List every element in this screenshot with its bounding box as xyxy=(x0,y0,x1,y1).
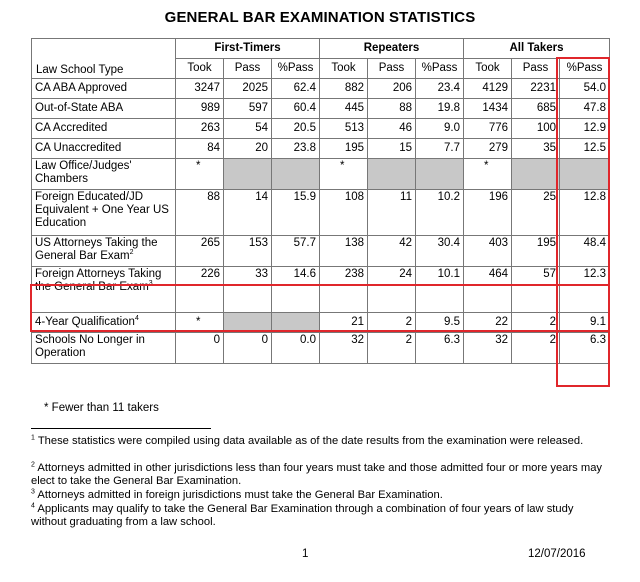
group-header-all-takers: All Takers xyxy=(464,39,610,59)
table-cell: 0.0 xyxy=(272,333,320,364)
table-cell: * xyxy=(320,159,368,190)
table-cell xyxy=(416,159,464,190)
table-cell: 0 xyxy=(176,333,224,364)
table-cell xyxy=(272,159,320,190)
row-label: 4-Year Qualification$^4$ xyxy=(32,313,176,333)
table-cell xyxy=(560,159,610,190)
table-cell xyxy=(512,159,560,190)
column-header: Took xyxy=(464,59,512,79)
table-cell: 100 xyxy=(512,119,560,139)
table-cell: 32 xyxy=(320,333,368,364)
table-cell: 989 xyxy=(176,99,224,119)
law-school-type-header: Law School Type xyxy=(32,39,176,79)
table-cell: 57 xyxy=(512,267,560,313)
column-header: Pass xyxy=(368,59,416,79)
footnote-divider xyxy=(31,428,211,429)
row-label: CA ABA Approved xyxy=(32,79,176,99)
footnote: $^2$ Attorneys admitted in other jurisdictions less than four years must take and those admitted four or more years may elect to take the General Bar Examination. xyxy=(31,461,603,487)
table-cell: 9.1 xyxy=(560,313,610,333)
table-cell: 2025 xyxy=(224,79,272,99)
table-cell: 685 xyxy=(512,99,560,119)
table-cell: 153 xyxy=(224,236,272,267)
table-cell: 84 xyxy=(176,139,224,159)
row-label: Out-of-State ABA xyxy=(32,99,176,119)
table-cell: 20 xyxy=(224,139,272,159)
table-cell: 196 xyxy=(464,190,512,236)
table-cell: 6.3 xyxy=(416,333,464,364)
table-cell: 279 xyxy=(464,139,512,159)
table-row xyxy=(32,333,610,364)
table-cell xyxy=(224,159,272,190)
table-cell: 445 xyxy=(320,99,368,119)
table-cell: 464 xyxy=(464,267,512,313)
table-cell: 4129 xyxy=(464,79,512,99)
table-cell: * xyxy=(464,159,512,190)
table-cell: 513 xyxy=(320,119,368,139)
table-row xyxy=(32,236,610,267)
table-cell: 195 xyxy=(320,139,368,159)
table-cell: 25 xyxy=(512,190,560,236)
column-header: Took xyxy=(176,59,224,79)
group-header-first-timers: First-Timers xyxy=(176,39,320,59)
row-label: Law Office/Judges' Chambers xyxy=(32,159,176,190)
table-cell: 265 xyxy=(176,236,224,267)
table-cell: 46 xyxy=(368,119,416,139)
footnote: $^3$ Attorneys admitted in foreign jurisdictions must take the General Bar Examination. xyxy=(31,488,443,501)
table-cell: 54 xyxy=(224,119,272,139)
row-label: CA Accredited xyxy=(32,119,176,139)
table-cell: 23.8 xyxy=(272,139,320,159)
column-header: %Pass xyxy=(560,59,610,79)
table-cell: 11 xyxy=(368,190,416,236)
table-row xyxy=(32,119,610,139)
table-cell: 62.4 xyxy=(272,79,320,99)
row-label: Foreign Attorneys Taking the General Bar Exam$^3$ xyxy=(32,267,176,313)
table-cell: 60.4 xyxy=(272,99,320,119)
table-cell: 57.7 xyxy=(272,236,320,267)
table-row xyxy=(32,190,610,236)
table-cell: 2 xyxy=(512,333,560,364)
row-label: US Attorneys Taking the General Bar Exam$^2$ xyxy=(32,236,176,267)
table-cell: 23.4 xyxy=(416,79,464,99)
table-cell: 9.5 xyxy=(416,313,464,333)
table-cell: 88 xyxy=(176,190,224,236)
table-row xyxy=(32,99,610,119)
footnote: $^4$ Applicants may qualify to take the General Bar Examination through a combination of four years of law study without graduating from a law school. xyxy=(31,502,574,528)
table-cell: 14.6 xyxy=(272,267,320,313)
table-cell: 3247 xyxy=(176,79,224,99)
table-row xyxy=(32,79,610,99)
table-cell: 138 xyxy=(320,236,368,267)
table-cell: 35 xyxy=(512,139,560,159)
table-row xyxy=(32,267,610,313)
row-label: CA Unaccredited xyxy=(32,139,176,159)
table-cell: 206 xyxy=(368,79,416,99)
table-cell xyxy=(368,159,416,190)
table-row xyxy=(32,139,610,159)
table-cell: 6.3 xyxy=(560,333,610,364)
table-cell: 7.7 xyxy=(416,139,464,159)
table-cell: 1434 xyxy=(464,99,512,119)
table-cell: 0 xyxy=(224,333,272,364)
table-cell: 10.2 xyxy=(416,190,464,236)
table-cell: 21 xyxy=(320,313,368,333)
table-cell: 32 xyxy=(464,333,512,364)
fewer-than-takers-note: * Fewer than 11 takers xyxy=(44,402,159,414)
table-cell xyxy=(224,313,272,333)
footnote: $^1$ These statistics were compiled using data available as of the date results from the examination were released. xyxy=(31,434,584,447)
table-cell: 403 xyxy=(464,236,512,267)
group-header-repeaters: Repeaters xyxy=(320,39,464,59)
table-cell: 238 xyxy=(320,267,368,313)
table-row xyxy=(32,313,610,333)
column-header: %Pass xyxy=(272,59,320,79)
table-cell: 22 xyxy=(464,313,512,333)
table-cell: 108 xyxy=(320,190,368,236)
table-cell: 2 xyxy=(512,313,560,333)
table-cell: 12.5 xyxy=(560,139,610,159)
table-cell: 2 xyxy=(368,313,416,333)
table-cell: 15 xyxy=(368,139,416,159)
column-header: %Pass xyxy=(416,59,464,79)
table-cell: 2231 xyxy=(512,79,560,99)
table-cell: 263 xyxy=(176,119,224,139)
table-cell: 10.1 xyxy=(416,267,464,313)
statistics-table xyxy=(31,38,610,364)
table-cell xyxy=(272,313,320,333)
column-header: Pass xyxy=(512,59,560,79)
table-cell: 30.4 xyxy=(416,236,464,267)
table-cell: 54.0 xyxy=(560,79,610,99)
table-cell: 9.0 xyxy=(416,119,464,139)
table-cell: 88 xyxy=(368,99,416,119)
table-cell: * xyxy=(176,313,224,333)
table-cell: 597 xyxy=(224,99,272,119)
table-cell: 20.5 xyxy=(272,119,320,139)
table-cell: 47.8 xyxy=(560,99,610,119)
column-header: Pass xyxy=(224,59,272,79)
page-date: 12/07/2016 xyxy=(528,548,586,560)
table-cell: 12.3 xyxy=(560,267,610,313)
page-title: GENERAL BAR EXAMINATION STATISTICS xyxy=(164,9,476,26)
row-label: Schools No Longer in Operation xyxy=(32,333,176,364)
table-cell: 882 xyxy=(320,79,368,99)
table-cell: 24 xyxy=(368,267,416,313)
table-cell: 15.9 xyxy=(272,190,320,236)
row-label: Foreign Educated/JD Equivalent + One Year US Education xyxy=(32,190,176,236)
table-cell: 19.8 xyxy=(416,99,464,119)
table-cell: 2 xyxy=(368,333,416,364)
table-cell: 226 xyxy=(176,267,224,313)
page-number: 1 xyxy=(302,548,309,560)
table-cell: * xyxy=(176,159,224,190)
table-cell: 33 xyxy=(224,267,272,313)
table-cell: 12.8 xyxy=(560,190,610,236)
table-row xyxy=(32,159,610,190)
column-header: Took xyxy=(320,59,368,79)
table-cell: 776 xyxy=(464,119,512,139)
table-cell: 48.4 xyxy=(560,236,610,267)
table-cell: 14 xyxy=(224,190,272,236)
table-cell: 12.9 xyxy=(560,119,610,139)
table-cell: 195 xyxy=(512,236,560,267)
table-cell: 42 xyxy=(368,236,416,267)
